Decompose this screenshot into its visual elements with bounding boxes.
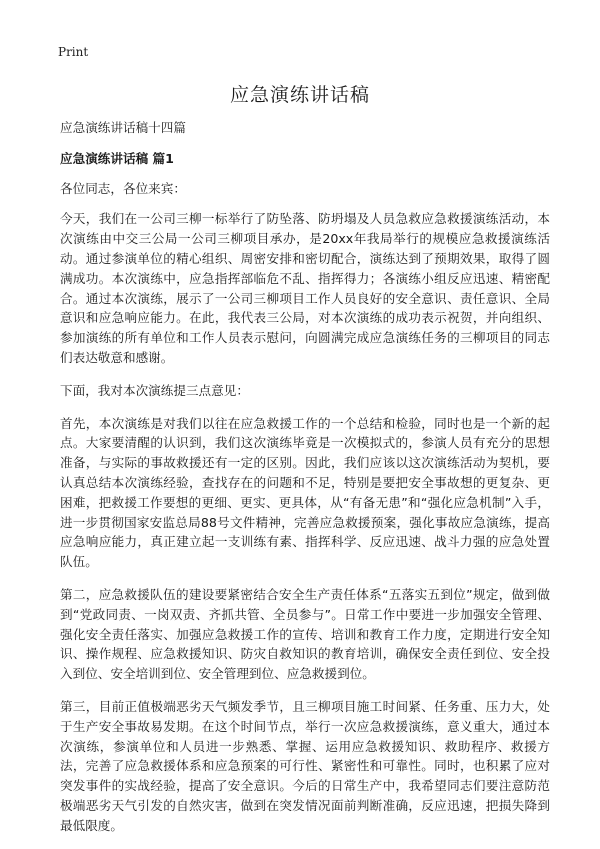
- greeting-text: 各位同志，各位来宾：: [60, 180, 186, 196]
- document-body: [60, 118, 550, 849]
- paragraph-1: 今天，我们在一公司三柳一标举行了防坠落、防坍塌及人员急救应急救援演练活动，本次演练由中交三公局一公司三柳项目承办，是20xx年我局举行的规模应急救援演练活动。通过参演单位的精心组织、周密安排和密切配合，演练达到了预期效果，取得了圆满成功。本次演练中，应急指挥部临危不乱、指挥得力；各演练小组反应迅速、精密配合。通过本次演练，展示了一公司三柳项目工作人员良好的安全意识、责任意识、全局意识和应急响应能力。在此，我代表三公局，对本次演练的成功表示祝贺，并向组织、参加演练的所有单位和工作人员表示慰问，向圆满完成应急演练任务的三柳项目的同志们表达敬意和感谢。: [60, 211, 550, 365]
- paragraph-2: 下面，我对本次演练提三点意见：: [60, 382, 249, 398]
- document-subtitle: 应急演练讲话稿十四篇: [60, 120, 186, 135]
- paragraph-5: 第三，目前正值极端恶劣天气频发季节，且三柳项目施工时间紧、任务重、压力大，处于生产安全事故易发期。在这个时间节点，举行一次应急救援演练，意义重大，通过本次演练，参演单位和人员进一步熟悉、掌握、运用应急救援知识、救助程序、救援方法，完善了应急救援体系和应急预案的可行性、紧密性和可靠性。同时，也积累了应对突发事件的实战经验，提高了安全意识。今后的日常生产中，我希望同志们要注意防范极端恶劣天气引发的自然灾害，做到在突发情况面前判断准确，反应迅速，把损失降到最低限度。: [60, 698, 550, 833]
- section-heading: 应急演练讲话稿 篇1: [60, 150, 174, 166]
- paragraph-4: 第二，应急救援队伍的建设要紧密结合安全生产责任体系“五落实五到位”规定，做到做到“党政同责、一岗双责、齐抓共管、全员参与”。日常工作中要进一步加强安全管理、强化安全责任落实、加强应急救援工作的宣传、培训和教育工作力度，定期进行安全知识、操作规程、应急救援知识、防灾自救知识的教育培训，确保安全责任到位、安全投入到位、安全培训到位、安全管理到位、应急救援到位。: [60, 586, 550, 682]
- paragraph-3: 首先，本次演练是对我们以往在应急救援工作的一个总结和检验，同时也是一个新的起点。大家要清醒的认识到，我们这次演练毕竟是一次模拟式的，参演人员有充分的思想准备，与实际的事故救援还有一定的区别。因此，我们应该以这次演练活动为契机，要认真总结本次演练经验，查找存在的问题和不足，特别是要把安全事故想的更复杂、更困难，把救援工作要想的更细、更实、更具体，从“有备无患”和“强化应急机制”入手，进一步贯彻国家安监总局88号文件精神，完善应急救援预案，强化事故应急演练，提高应急响应能力，真正建立起一支训练有素、指挥科学、反应迅速、战斗力强的应急处置队伍。: [60, 415, 550, 570]
- page-title: 应急演练讲话稿: [229, 84, 370, 106]
- print-link[interactable]: Print: [58, 45, 89, 59]
